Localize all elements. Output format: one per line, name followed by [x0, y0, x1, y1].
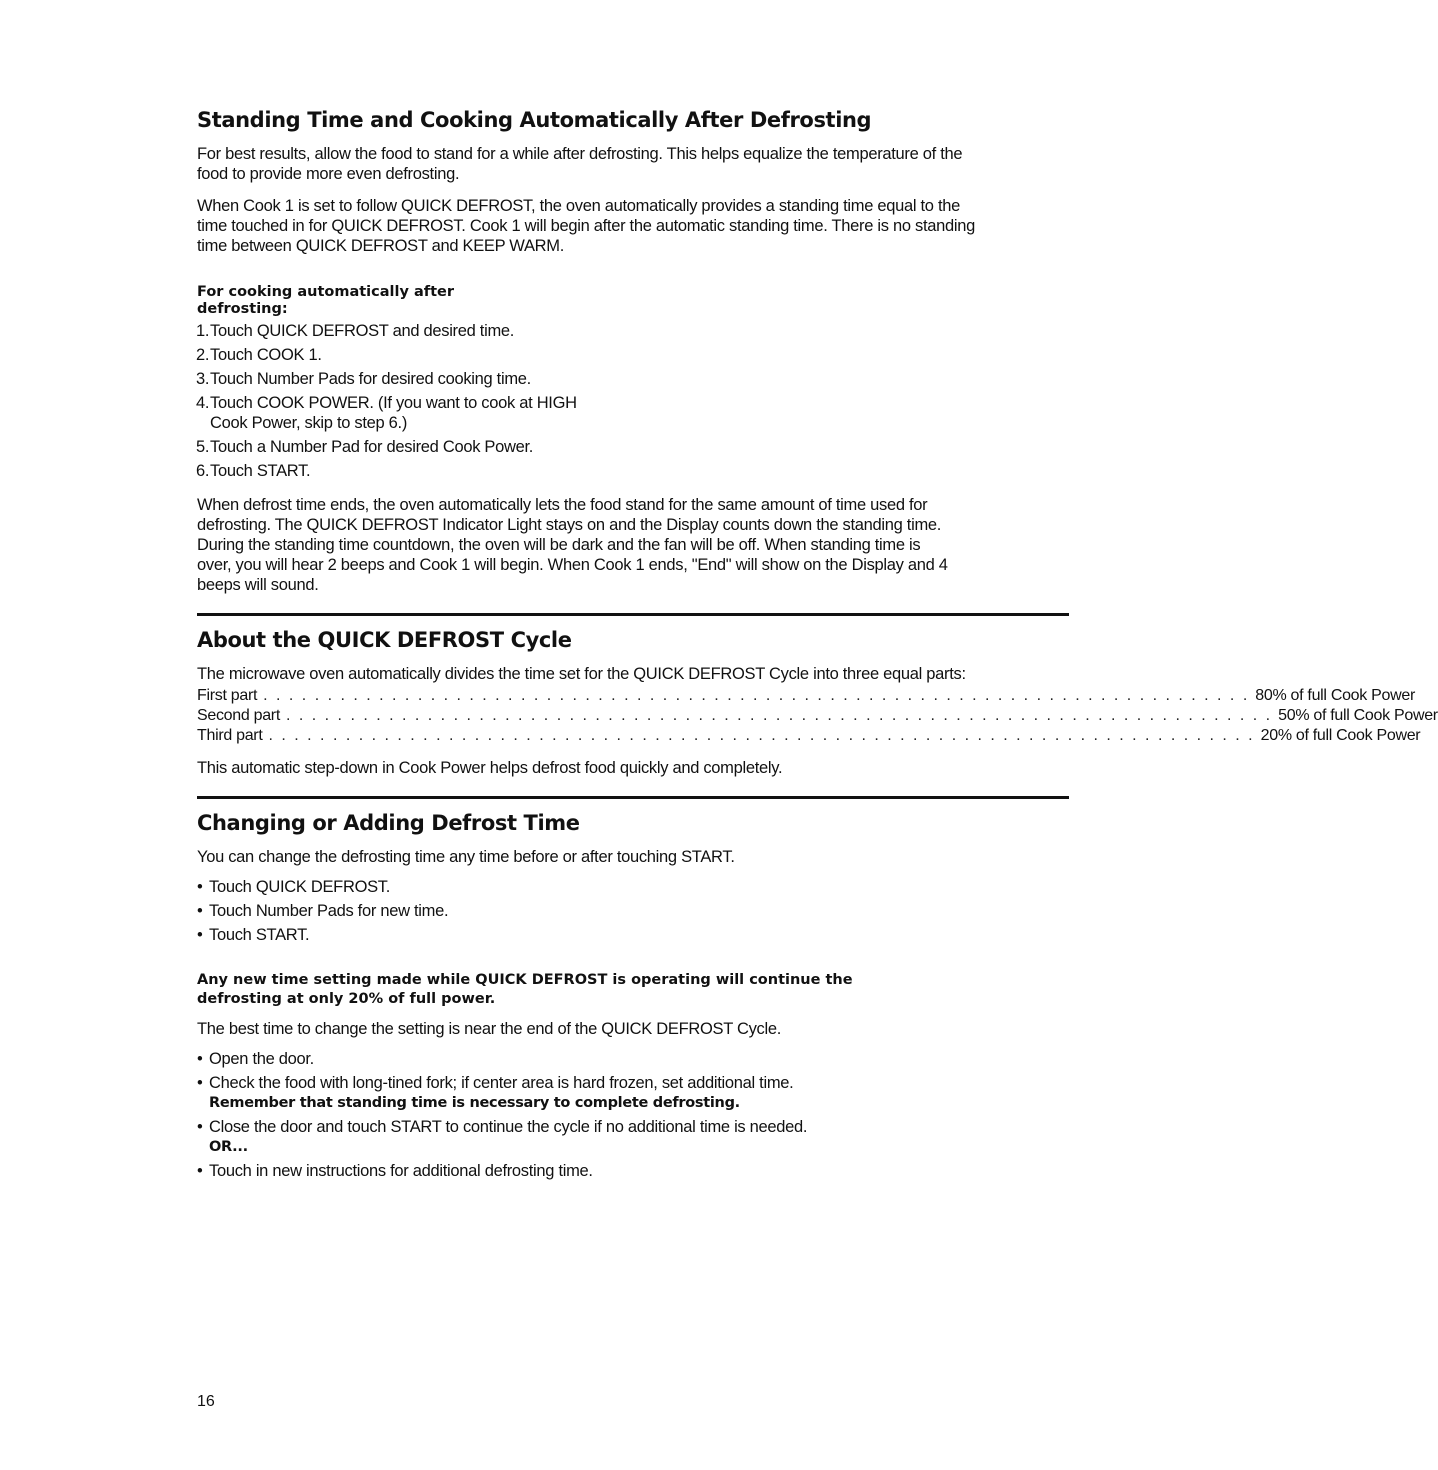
list-item: • Touch in new instructions for additional defrosting time.	[197, 1161, 987, 1181]
table-row: First part . . . . . . . . . . . . . . . . . . . . . . . . . . . . . . . . . . . . . . . . . . . . . . . . . . . . . . . . . . . . . . . . . . . . . . . . . . . . . 80% of full Cook Power	[197, 687, 1415, 704]
list-item: 5. Touch a Number Pad for desired Cook Power.	[196, 438, 534, 456]
steps-list	[197, 321, 577, 481]
paragraph-defrost-ends: When defrost time ends, the oven automatically lets the food stand for the same amount of time used for defrosting. The QUICK DEFROST Indicator Light stays on and the Display counts down the standing time. During the standing time countdown, the oven will be dark and the fan will be off. When standing time is over, you will hear 2 beeps and Cook 1 will begin. When Cook 1 ends, "End" will show on the Display and 4 beeps will sound.	[197, 496, 948, 594]
paragraph-change-time: You can change the defrosting time any time before or after touching START.	[197, 848, 735, 866]
or-separator: OR...	[209, 1139, 248, 1155]
page-number: 16	[197, 1393, 215, 1410]
table-row: Second part . . . . . . . . . . . . . . . . . . . . . . . . . . . . . . . . . . . . . . . . . . . . . . . . . . . . . . . . . . . . . . . . . . . . . . . . . . . . . 50% of full Cook Power	[197, 707, 1438, 724]
paragraph-step-down: This automatic step-down in Cook Power helps defrost food quickly and completely.	[197, 759, 783, 777]
document-page	[196, 106, 1438, 1185]
list-item: • Open the door.	[197, 1049, 987, 1069]
warning-note: Any new time setting made while QUICK DEFROST is operating will continue the defrosting at only 20% of full power.	[197, 972, 853, 1007]
section-divider	[197, 613, 1069, 616]
list-item: • Close the door and touch START to continue the cycle if no additional time is needed. OR...	[197, 1117, 987, 1157]
dot-leader: . . . . . . . . . . . . . . . . . . . . . . . . . . . . . . . . . . . . . . . . . . . . . . . . . . . . . . . . . . . . . . . . . . . . . . . . . . . . .	[285, 707, 1273, 724]
section-heading-standing-time: Standing Time and Cooking Automatically After Defrosting	[197, 108, 872, 132]
list-item: • Touch QUICK DEFROST.	[197, 877, 987, 897]
list-item: 6. Touch START.	[196, 462, 311, 480]
dot-leader: . . . . . . . . . . . . . . . . . . . . . . . . . . . . . . . . . . . . . . . . . . . . . . . . . . . . . . . . . . . . . . . . . . . . . . . . . . . . .	[263, 687, 1250, 704]
check-steps-list	[197, 1049, 987, 1181]
list-item: • Check the food with long-tined fork; if center area is hard frozen, set additional time. Remember that standing time is necessary to complete defrosting.	[197, 1073, 987, 1113]
section-quick-defrost-cycle	[197, 626, 1438, 778]
table-row: Third part . . . . . . . . . . . . . . . . . . . . . . . . . . . . . . . . . . . . . . . . . . . . . . . . . . . . . . . . . . . . . . . . . . . . . . . . . . . . . 20% of full Cook Power	[197, 727, 1421, 744]
list-item: 4. Touch COOK POWER. (If you want to cook at HIGH Cook Power, skip to step 6.)	[196, 394, 577, 432]
paragraph-best-results: For best results, allow the food to stand for a while after defrosting. This helps equalize the temperature of the food to provide more even defrosting.	[197, 145, 963, 183]
list-item: 1. Touch QUICK DEFROST and desired time.	[196, 322, 515, 340]
list-item: 3. Touch Number Pads for desired cooking time.	[196, 370, 531, 388]
standing-time-reminder: Remember that standing time is necessary to complete defrosting.	[209, 1095, 740, 1111]
dot-leader: . . . . . . . . . . . . . . . . . . . . . . . . . . . . . . . . . . . . . . . . . . . . . . . . . . . . . . . . . . . . . . . . . . . . . . . . . . . . .	[268, 727, 1255, 744]
change-steps-list	[197, 877, 987, 945]
section-divider	[197, 796, 1069, 799]
paragraph-cook1-follow: When Cook 1 is set to follow QUICK DEFROST, the oven automatically provides a standing time equal to the time touched in for QUICK DEFROST. Cook 1 will begin after the automatic standing time. There is no standing time between QUICK DEFROST and KEEP WARM.	[197, 197, 976, 255]
paragraph-best-time: The best time to change the setting is near the end of the QUICK DEFROST Cycle.	[197, 1020, 782, 1038]
subheading-cooking-after-defrost: For cooking automatically after defrosting:	[197, 284, 454, 317]
list-item: 2. Touch COOK 1.	[196, 346, 322, 364]
section-heading-quick-defrost-cycle: About the QUICK DEFROST Cycle	[197, 628, 572, 652]
list-item: • Touch START.	[197, 925, 987, 945]
section-changing-defrost-time	[197, 809, 987, 1181]
paragraph-three-parts: The microwave oven automatically divides the time set for the QUICK DEFROST Cycle into three equal parts:	[197, 665, 966, 683]
section-heading-changing-defrost-time: Changing or Adding Defrost Time	[197, 811, 580, 835]
power-levels-table	[197, 686, 1438, 746]
list-item: • Touch Number Pads for new time.	[197, 901, 987, 921]
